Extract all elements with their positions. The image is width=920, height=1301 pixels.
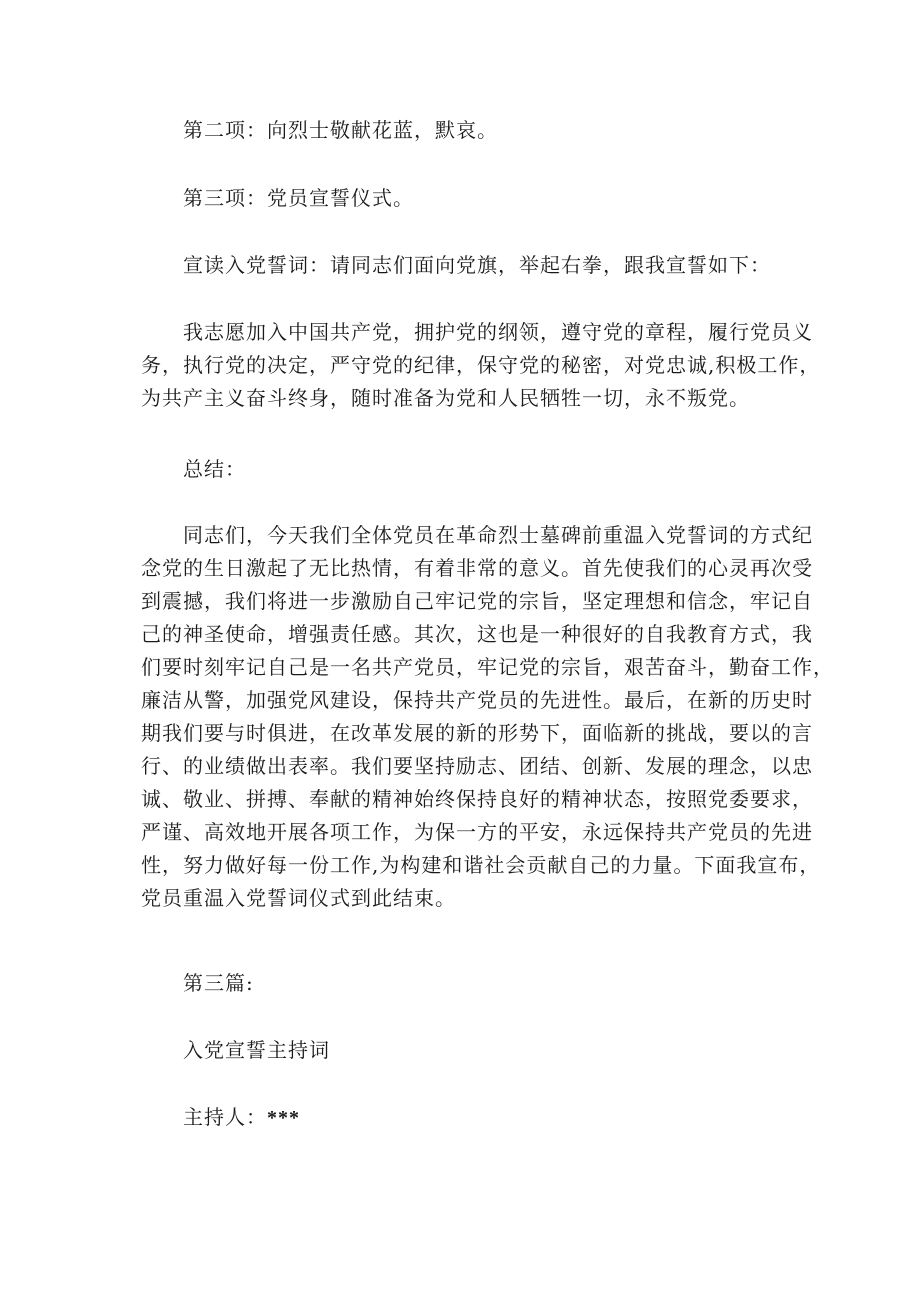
summary-line: 同志们，今天我们全体党员在革命烈士墓碑前重温入党誓词的方式纪 bbox=[183, 523, 813, 547]
summary-heading: 总结： bbox=[183, 457, 246, 481]
oath-line: 为共产主义奋斗终身，随时准备为党和人民牺牲一切，永不叛党。 bbox=[141, 386, 750, 410]
agenda-item-3: 第三项：党员宣誓仪式。 bbox=[183, 186, 414, 210]
host-line bbox=[183, 1101, 300, 1134]
summary-line: 念党的生日激起了无比热情，有着非常的意义。首先使我们的心灵再次受 bbox=[141, 556, 813, 580]
host-name: *** bbox=[267, 1107, 300, 1129]
summary-line: 们要时刻牢记自己是一名共产党员，牢记党的宗旨，艰苦奋斗，勤奋工作， bbox=[141, 655, 834, 679]
summary-line: 行、的业绩做出表率。我们要坚持励志、团结、创新、发展的理念，以忠 bbox=[141, 754, 813, 778]
host-label: 主持人： bbox=[183, 1105, 267, 1129]
summary-line: 廉洁从警，加强党风建设，保持共产党员的先进性。最后，在新的历史时 bbox=[141, 688, 813, 712]
summary-line: 党员重温入党誓词仪式到此结束。 bbox=[141, 886, 456, 910]
agenda-item-2: 第二项：向烈士敬献花蓝，默哀。 bbox=[183, 118, 498, 142]
summary-line: 到震撼，我们将进一步激励自己牢记党的宗旨，坚定理想和信念，牢记自 bbox=[141, 589, 813, 613]
summary-line: 期我们要与时俱进，在改革发展的新的形势下，面临新的挑战，要以的言 bbox=[141, 721, 813, 745]
part3-heading: 第三篇: bbox=[183, 971, 254, 995]
summary-text bbox=[141, 519, 834, 915]
document-title: 入党宣誓主持词 bbox=[183, 1038, 330, 1062]
summary-line: 性，努力做好每一份工作,为构建和谐社会贡献自己的力量。下面我宣布， bbox=[141, 853, 821, 877]
oath-text bbox=[141, 316, 821, 415]
oath-intro: 宣读入党誓词：请同志们面向党旗，举起右拳，跟我宣誓如下： bbox=[183, 253, 771, 277]
summary-line: 己的神圣使命，增强责任感。其次，这也是一种很好的自我教育方式，我 bbox=[141, 622, 813, 646]
oath-line: 我志愿加入中国共产党，拥护党的纲领，遵守党的章程，履行党员义 bbox=[183, 320, 813, 344]
summary-line: 严谨、高效地开展各项工作，为保一方的平安，永远保持共产党员的先进 bbox=[141, 820, 813, 844]
summary-line: 诚、敬业、拼搏、奉献的精神始终保持良好的精神状态，按照党委要求， bbox=[141, 787, 813, 811]
oath-line: 务，执行党的决定，严守党的纪律，保守党的秘密，对党忠诚,积极工作， bbox=[141, 353, 821, 377]
